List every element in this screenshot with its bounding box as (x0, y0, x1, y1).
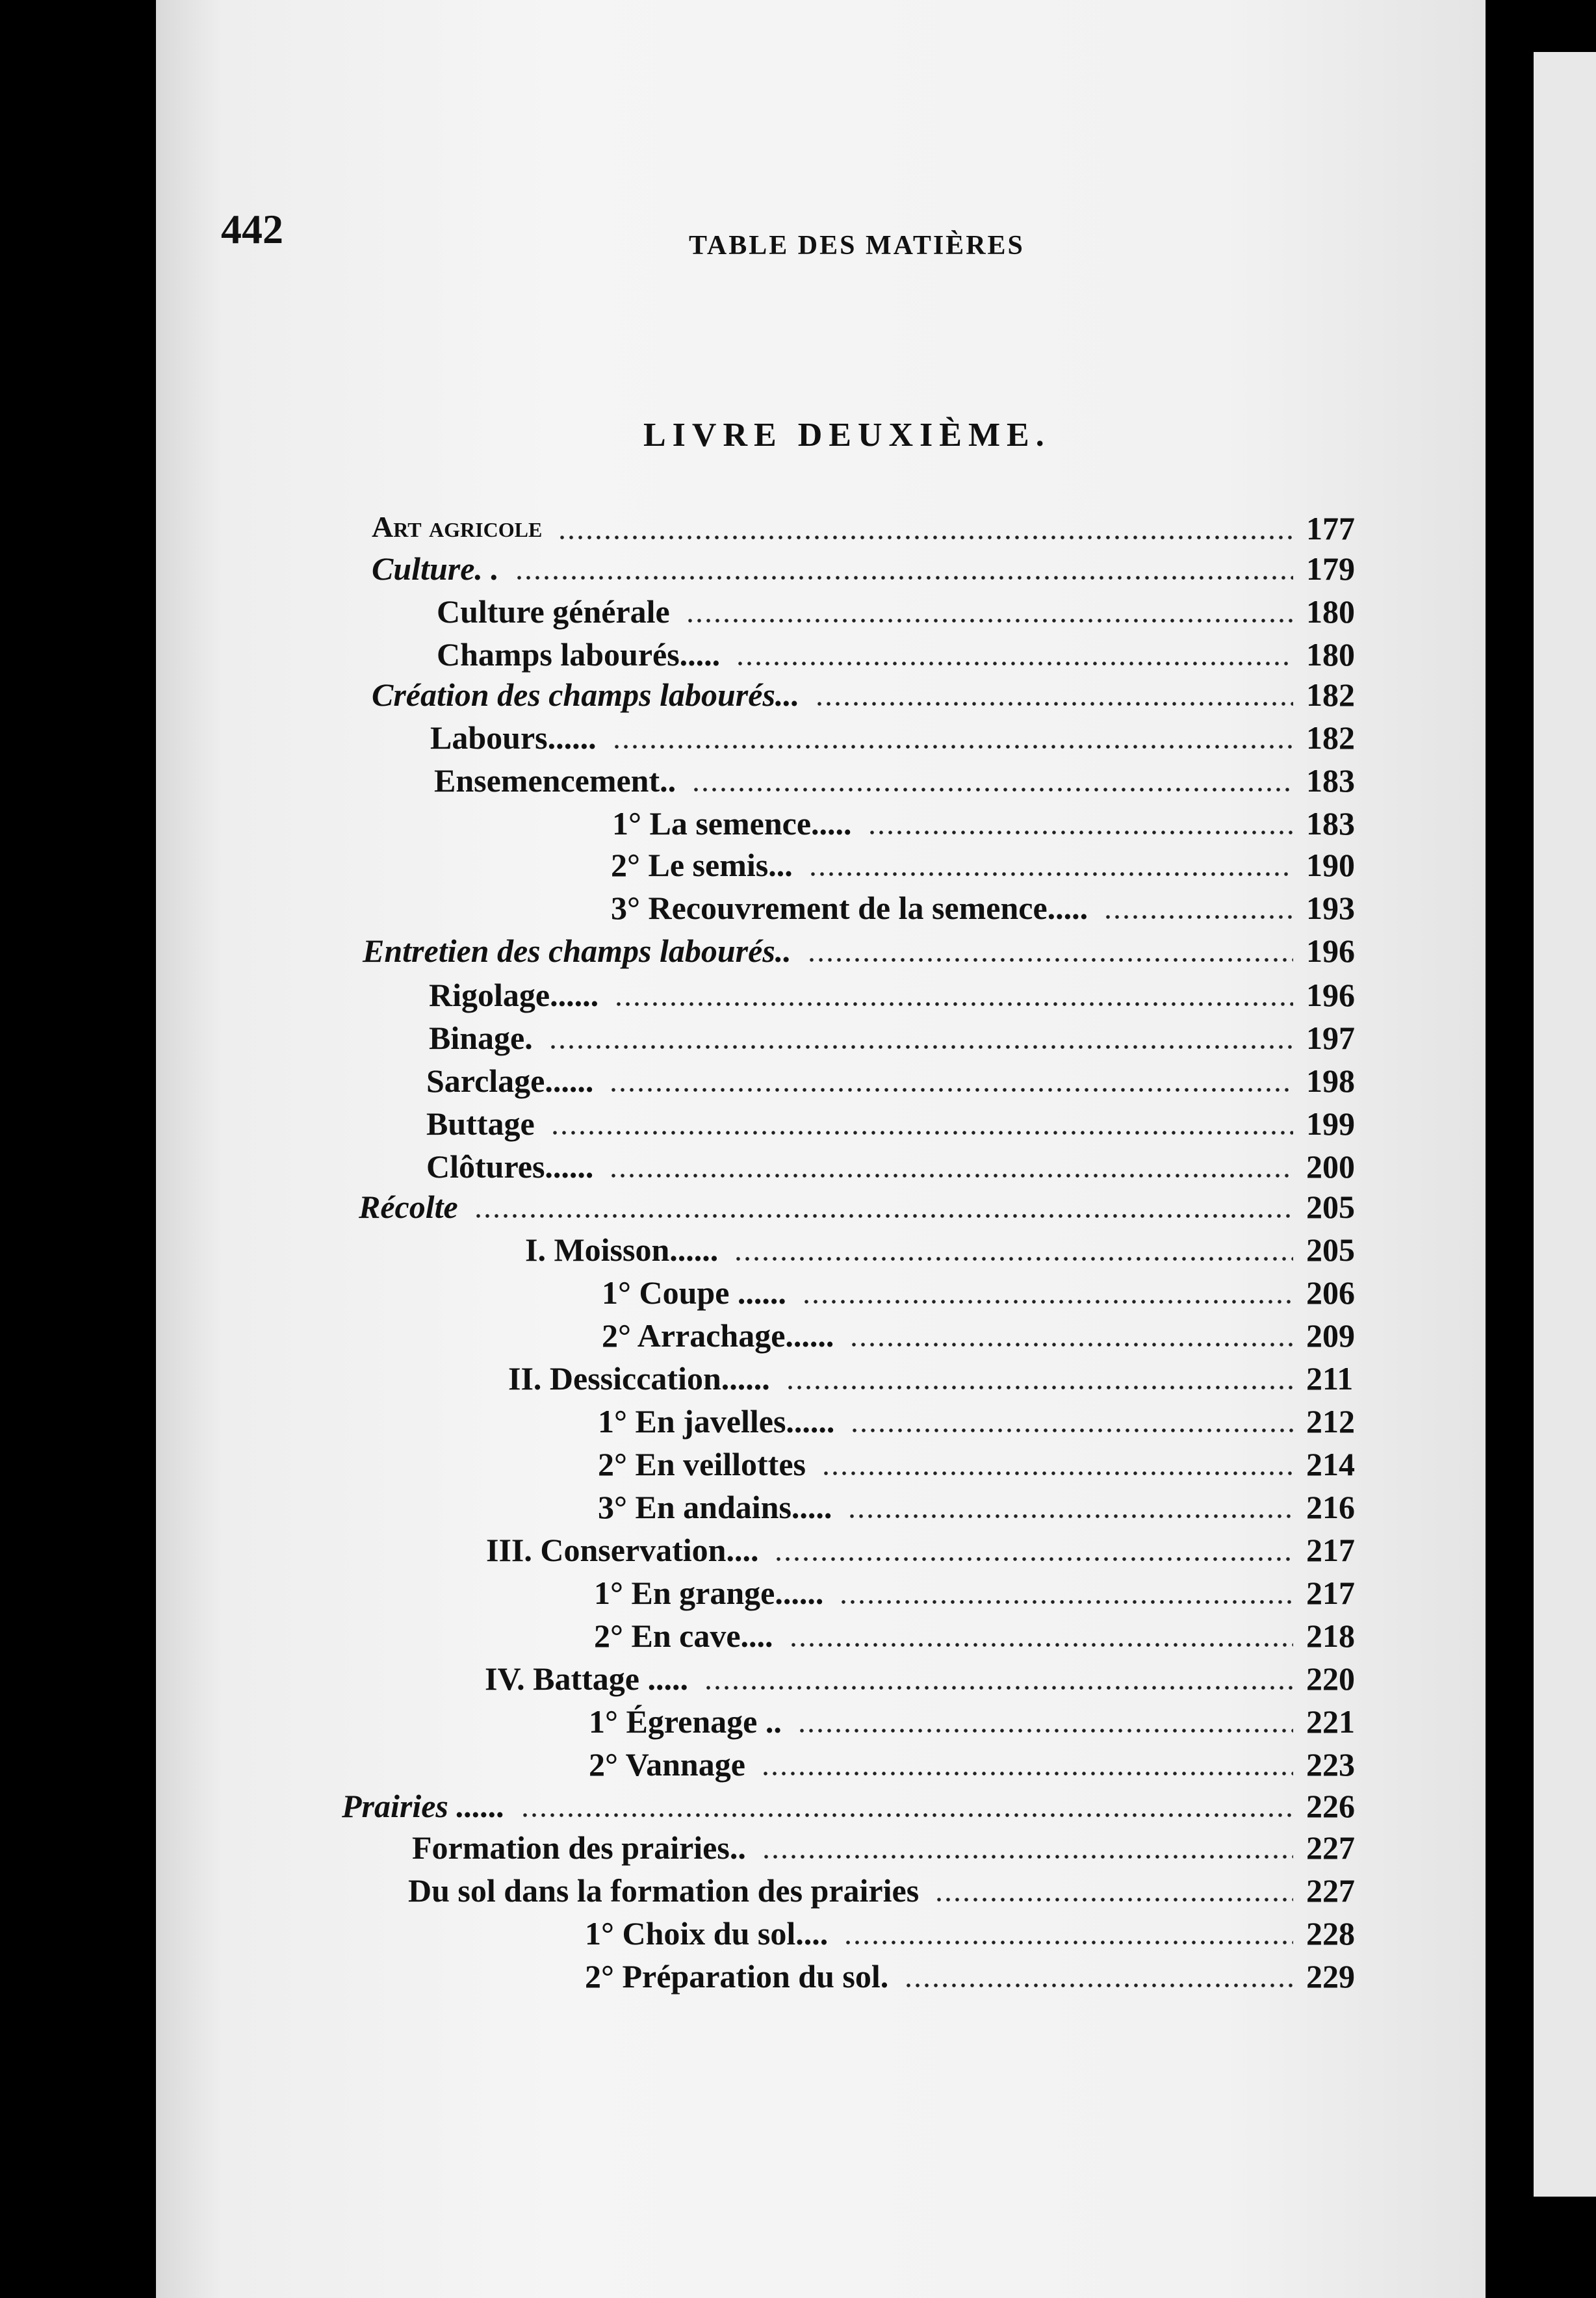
dot-leader (839, 1600, 1293, 1604)
toc-entry-page: 228 (1306, 1915, 1355, 1952)
dot-leader (548, 1045, 1293, 1049)
toc-entry-page: 211 (1306, 1360, 1354, 1397)
toc-entry-label: Culture générale (437, 593, 670, 630)
toc-entry-page: 193 (1306, 890, 1355, 926)
dot-leader (849, 1343, 1293, 1347)
toc-entry-label: 3° Recouvrement de la semence..... (611, 890, 1088, 926)
adjacent-page-edge (1534, 52, 1596, 2197)
toc-entry-page: 212 (1306, 1403, 1355, 1439)
toc-entry-page: 197 (1306, 1020, 1355, 1056)
toc-entry-label: 2° En veillottes (598, 1446, 806, 1482)
toc-entry-page: 182 (1306, 719, 1355, 756)
toc-entry-label: 3° En andains..... (598, 1489, 832, 1525)
toc-entry-label: Création des champs labourés... (372, 677, 800, 713)
toc-entry-page: 223 (1306, 1746, 1355, 1783)
toc-entry-page: 227 (1306, 1829, 1355, 1866)
dot-leader (612, 745, 1293, 749)
toc-entry-label: Rigolage...... (429, 977, 599, 1013)
toc-entry-page: 199 (1306, 1105, 1355, 1142)
dot-leader (786, 1386, 1293, 1389)
toc-entry-label: Formation des prairies.. (412, 1829, 746, 1866)
toc-entry-page: 177 (1306, 510, 1355, 547)
toc-entry-label: 1° La semence..... (612, 805, 852, 842)
dot-leader (843, 1941, 1293, 1944)
dot-leader (686, 619, 1293, 623)
toc-entry-label: 1° Égrenage .. (589, 1703, 782, 1740)
dot-leader (808, 872, 1293, 876)
dot-leader (558, 536, 1293, 539)
dot-leader (821, 1471, 1293, 1475)
dot-leader (515, 576, 1293, 580)
toc-entry-page: 209 (1306, 1317, 1355, 1354)
book-title: LIVRE DEUXIÈME. (643, 417, 1051, 454)
dot-leader (847, 1514, 1293, 1518)
toc-entry-label: II. Dessiccation...... (508, 1360, 770, 1397)
dot-leader (807, 958, 1293, 962)
dot-leader (736, 662, 1293, 665)
toc-entry-page: 227 (1306, 1872, 1355, 1909)
toc-entry-label: 2° Vannage (589, 1746, 745, 1783)
toc-entry-label: 1° Choix du sol.... (585, 1915, 829, 1952)
toc-entry-label: Entretien des champs labourés.. (363, 933, 792, 969)
toc-entry-label: Récolte (359, 1189, 458, 1225)
toc-entry-label: 2° Arrachage...... (602, 1317, 834, 1354)
toc-entry-page: 179 (1306, 550, 1355, 587)
toc-entry-label: Labours...... (430, 719, 597, 756)
dot-leader (691, 788, 1293, 792)
toc-entry-page: 205 (1306, 1189, 1355, 1225)
page-number: 442 (221, 206, 283, 252)
dot-leader (774, 1557, 1293, 1561)
toc-entry-label: 2° Le semis... (611, 847, 793, 883)
dot-leader (789, 1643, 1293, 1647)
toc-entry-page: 205 (1306, 1232, 1355, 1268)
toc-entry-label: Clôtures...... (426, 1148, 594, 1185)
dot-leader (850, 1428, 1293, 1432)
toc-entry-page: 180 (1306, 636, 1355, 673)
toc-entry-page: 218 (1306, 1618, 1355, 1654)
toc-entry-page: 198 (1306, 1063, 1355, 1099)
dot-leader (1103, 915, 1293, 919)
toc-entry-label: 2° En cave.... (594, 1618, 773, 1654)
toc-entry-page: 182 (1306, 677, 1355, 713)
toc-entry-label: Sarclage...... (426, 1063, 594, 1099)
toc-entry-page: 190 (1306, 847, 1355, 883)
toc-entry-label: 1° Coupe ...... (602, 1274, 786, 1311)
toc-entry-label: Art agricole (372, 510, 543, 543)
toc-entry-label: 1° En javelles...... (598, 1403, 835, 1439)
toc-entry-page: 229 (1306, 1958, 1355, 1995)
toc-entry-label: III. Conservation.... (486, 1532, 759, 1568)
dot-leader (761, 1772, 1293, 1775)
toc-entry-page: 226 (1306, 1788, 1355, 1824)
dot-leader (704, 1686, 1293, 1690)
running-title: TABLE DES MATIÈRES (689, 231, 1025, 261)
toc-entry-label: 1° En grange...... (594, 1575, 824, 1611)
dot-leader (521, 1813, 1293, 1817)
dot-leader (550, 1131, 1293, 1135)
toc-entry-page: 183 (1306, 805, 1355, 842)
dot-leader (904, 1983, 1293, 1987)
dot-leader (868, 831, 1293, 834)
toc-entry-page: 183 (1306, 762, 1355, 799)
dot-leader (802, 1300, 1293, 1304)
dot-leader (934, 1898, 1293, 1902)
toc-entry-label: Du sol dans la formation des prairies (408, 1872, 920, 1909)
toc-entry-page: 221 (1306, 1703, 1355, 1740)
toc-entry-label: Culture. . (372, 550, 499, 587)
toc-entry-label: Ensemencement.. (434, 762, 676, 799)
dot-leader (609, 1088, 1293, 1092)
toc-entry-page: 217 (1306, 1532, 1355, 1568)
toc-entry-page: 217 (1306, 1575, 1355, 1611)
toc-entry-page: 196 (1306, 977, 1355, 1013)
toc-entry-label: IV. Battage ..... (485, 1660, 688, 1697)
toc-entry-page: 206 (1306, 1274, 1355, 1311)
toc-entry-page: 214 (1306, 1446, 1355, 1482)
toc-entry-label: Champs labourés..... (437, 636, 721, 673)
toc-entry-page: 196 (1306, 933, 1355, 969)
dot-leader (474, 1214, 1293, 1218)
toc-entry-label: Prairies ...... (342, 1788, 506, 1824)
toc-entry-label: I. Moisson...... (525, 1232, 719, 1268)
toc-entry-label: 2° Préparation du sol. (585, 1958, 889, 1995)
toc-entry-page: 216 (1306, 1489, 1355, 1525)
dot-leader (614, 1002, 1293, 1006)
dot-leader (609, 1174, 1293, 1178)
toc-entry-label: Binage. (429, 1020, 533, 1056)
book-page (156, 0, 1486, 2298)
toc-entry-page: 200 (1306, 1148, 1355, 1185)
toc-entry-page: 220 (1306, 1660, 1355, 1697)
dot-leader (762, 1855, 1293, 1859)
dot-leader (734, 1257, 1293, 1261)
toc-entry-page: 180 (1306, 593, 1355, 630)
dot-leader (797, 1729, 1293, 1733)
dot-leader (815, 702, 1293, 706)
toc-entry-label: Buttage (426, 1105, 535, 1142)
